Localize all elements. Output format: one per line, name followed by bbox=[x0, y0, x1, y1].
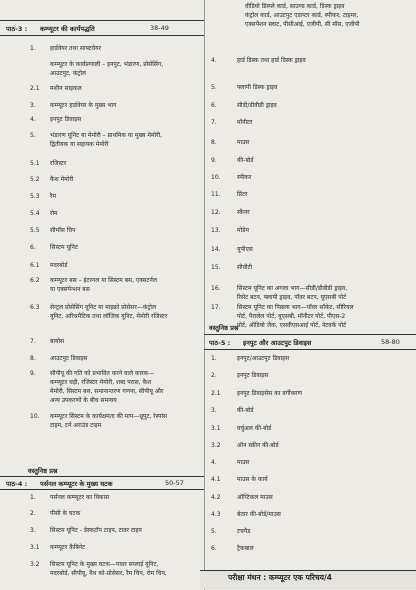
item-text: इनपुट डिवाइस bbox=[50, 116, 82, 123]
item-number: 13. bbox=[211, 227, 221, 234]
item-number: 5.2 bbox=[30, 176, 40, 183]
item-text: कम्प्यूटर सिस्टम के कार्यक्षमता की माप—थ्रूपुट, रेस्पांस टाइम, टर्न अराउंड टाइम bbox=[50, 413, 168, 429]
item-number: 5. bbox=[211, 84, 217, 91]
chapter-4-bottom-rule bbox=[0, 489, 204, 490]
item-number: 8. bbox=[30, 355, 36, 362]
chapter-4-pages: 50-57 bbox=[165, 479, 184, 487]
item-text: इनपुट डिवाइस bbox=[237, 372, 269, 379]
item-text: पर्सनल कम्प्यूटर का विकास bbox=[50, 494, 110, 501]
item-number: 3. bbox=[30, 527, 36, 534]
item-text: की-बोर्ड bbox=[237, 157, 254, 164]
item-text: पीसी के घटक bbox=[50, 510, 81, 517]
item-number: 7. bbox=[30, 338, 36, 345]
item-text: फ्लापी डिस्क ड्राइव bbox=[237, 84, 278, 91]
item-number: 16. bbox=[211, 285, 221, 292]
item-number: 6. bbox=[30, 244, 36, 251]
item-number: 8. bbox=[211, 139, 217, 146]
item-text: सिस्टम यूनिट bbox=[50, 244, 78, 251]
continued-line: कंट्रोल कार्ड, आउटपुट एडाप्टर कार्ड, स्पीकर, टाइमर, bbox=[245, 12, 359, 19]
item-text: सिस्टम यूनिट का पिछला भाग—पॉवर सॉकेट, सीरियल पोर्ट, पैरालेल पोर्ट, यूएसबी, मॉनीटर पोर्ट, पीएस-2 पोर्ट, ऑडियो जैक, एसवीएसआई पोर्ट, नेटवर्क पोर्ट bbox=[237, 304, 354, 329]
item-text: सीडी/डीवीडी ड्राइव bbox=[237, 102, 277, 109]
item-number: 4. bbox=[211, 459, 217, 466]
chapter-5-title: इनपुट और आउटपुट डिवाइस bbox=[243, 339, 312, 347]
item-number: 5.4 bbox=[30, 210, 40, 217]
item-text: माउस bbox=[237, 139, 250, 146]
item-text: स्पीकर bbox=[237, 174, 252, 181]
item-number: 5.5 bbox=[30, 227, 40, 234]
item-text: मशीन साइकल bbox=[50, 85, 82, 92]
item-text: सिस्टम यूनिट - डेस्कटॉप टाइप, टावर टाइप bbox=[50, 527, 142, 534]
item-number: 5. bbox=[30, 132, 36, 139]
item-number: 3. bbox=[211, 407, 217, 414]
item-number: 2. bbox=[30, 510, 36, 517]
objective-questions-left: वस्तुनिष्ठ प्रश्न bbox=[28, 467, 58, 475]
item-number: 2.1 bbox=[211, 390, 221, 397]
item-text: कम्प्यूटर कैबिनेट bbox=[50, 544, 86, 551]
item-text: प्रिंटर bbox=[237, 191, 248, 198]
chapter-5-pages: 58-80 bbox=[381, 338, 400, 346]
chapter-5-top-rule bbox=[204, 334, 416, 335]
chapter-4-top-rule bbox=[0, 476, 204, 477]
item-text: सिस्टम यूनिट के मुख्य घटक—पावर सप्लाई यूनिट, मदरबोर्ड, सीपीयू, मैथ को-प्रोसेसर, रैम चिप, रोम चिप, bbox=[50, 561, 167, 577]
item-number: 3.2 bbox=[211, 442, 221, 449]
item-text: मदरबोर्ड bbox=[50, 262, 68, 269]
item-number: 5.1 bbox=[30, 160, 40, 167]
item-number: 2.1 bbox=[30, 85, 40, 92]
item-text: ऑन स्क्रीन की-बोर्ड bbox=[237, 442, 279, 449]
item-text: आउटपुट डिवाइस bbox=[50, 355, 88, 362]
item-number: 6.3 bbox=[30, 304, 40, 311]
item-text: इनपुट डिवाइसेस का वर्गीकरण bbox=[237, 390, 302, 397]
item-number: 6.2 bbox=[30, 277, 40, 284]
item-text: रजिस्टर bbox=[50, 160, 67, 167]
item-text: टचपैड bbox=[237, 528, 251, 535]
item-number: 4.3 bbox=[211, 511, 221, 518]
item-number: 4. bbox=[211, 57, 217, 64]
chapter-3-pages: 38-49 bbox=[150, 24, 169, 32]
item-number: 3.1 bbox=[211, 425, 221, 432]
item-number: 2. bbox=[211, 372, 217, 379]
item-number: 6. bbox=[211, 545, 217, 552]
item-number: 9. bbox=[211, 157, 217, 164]
item-number: 5.3 bbox=[30, 193, 40, 200]
chapter-4-label: पाठ-4 : bbox=[6, 480, 28, 488]
chapter-3-label: पाठ-3 : bbox=[6, 25, 28, 33]
left-column bbox=[0, 0, 205, 590]
item-text: सीवीटी bbox=[237, 264, 253, 271]
item-number: 6. bbox=[211, 102, 217, 109]
item-text: कैश मेमोरी bbox=[50, 176, 74, 183]
item-text: माउस bbox=[237, 459, 250, 466]
item-text: स्कैनर bbox=[237, 209, 250, 216]
item-text: सीपीयू की गति को प्रभावित करने वाले कारक— कम्प्यूटर घड़ी, रजिस्टर मेमोरी, शब्द परास, कैश मेमोरी, सिस्टम बस, समानान्तरण गणना, सीपीयू और अन्य उपकरणों के बीच समन्वय bbox=[50, 370, 164, 404]
header-bottom-rule bbox=[0, 35, 204, 36]
footer-text: परीक्षा मंथन : कम्प्यूटर एक परिचय/4 bbox=[228, 573, 332, 582]
item-text: कम्प्यूटर के कार्यप्रणाली – इनपुट, भंडारण, प्रोसेसिंग, आउटपुट, कंट्रोल bbox=[50, 61, 164, 77]
item-text: रैम bbox=[50, 193, 57, 200]
item-number: 14. bbox=[211, 246, 221, 253]
right-column bbox=[205, 0, 416, 590]
item-text: इनपुट/आउटपुट डिवाइस bbox=[237, 355, 290, 362]
chapter-5-label: पाठ-5 : bbox=[209, 339, 231, 347]
item-text: माउस के कार्य bbox=[237, 476, 268, 483]
continued-line: वीडियो डिस्प्ले कार्ड, साउण्ड कार्ड, डिस्क ड्राइव bbox=[245, 3, 345, 10]
item-number: 9. bbox=[30, 370, 36, 377]
item-number: 4.2 bbox=[211, 494, 221, 501]
item-number: 10. bbox=[211, 174, 221, 181]
chapter-3-title: कम्प्यूटर की कार्यपद्धति bbox=[40, 25, 95, 33]
objective-questions-right: वस्तुनिष्ठ प्रश्न bbox=[209, 324, 239, 332]
item-number: 1. bbox=[30, 494, 36, 501]
item-text: बायोस bbox=[50, 338, 65, 345]
item-number: 3.2 bbox=[30, 561, 40, 568]
item-number: 5. bbox=[211, 528, 217, 535]
item-text: बेतार की-बोर्ड/माउस bbox=[237, 511, 281, 518]
item-number: 3.1 bbox=[30, 544, 40, 551]
header-top-rule bbox=[0, 20, 204, 21]
item-number: 3. bbox=[30, 102, 36, 109]
item-number: 6.1 bbox=[30, 262, 40, 269]
item-text: यूपीएस bbox=[237, 246, 253, 253]
item-number: 4.1 bbox=[211, 476, 221, 483]
item-text: वर्चुअल की-बोर्ड bbox=[237, 425, 272, 432]
item-text: रोम bbox=[50, 210, 58, 217]
item-text: कम्प्यूटर बस – इंटरनल या सिस्टम बस, एक्सटर्नल या एक्सपेन्शन बस bbox=[50, 277, 157, 293]
continued-line: एक्सपेंशन स्लाट, पीसीआई, एजीपी, सी मॉस, एजीपी bbox=[245, 21, 360, 28]
chapter-5-bottom-rule bbox=[204, 349, 416, 350]
item-text: मोडेम bbox=[237, 227, 249, 234]
item-number: 11. bbox=[211, 191, 221, 198]
item-number: 4. bbox=[30, 116, 36, 123]
item-text: सिस्टम यूनिट का अगला भाग—सीडी/डीवीडी ड्राइव, रिसेट बटन, फ्लापी ड्राइव, पॉवर बटन, यूएसबी पोर्ट bbox=[237, 285, 348, 301]
item-text: हार्ड डिस्क तथा हार्ड डिस्क ड्राइव bbox=[237, 57, 306, 64]
item-text: कम्प्यूटर हार्डवेयर के मुख्य भाग bbox=[50, 102, 117, 109]
item-text: की-बोर्ड bbox=[237, 407, 254, 414]
item-text: हार्डवेयर तथा साफ्टवेयर bbox=[50, 45, 102, 52]
item-number: 1. bbox=[30, 45, 36, 52]
item-number: 15. bbox=[211, 264, 221, 271]
item-number: 12. bbox=[211, 209, 221, 216]
item-text: भंडारण यूनिट या मेमोरी – प्राथमिक या मुख्य मेमोरी, द्वितीयक या सहायक मेमोरी bbox=[50, 132, 163, 148]
item-text: ऑप्टिकल माउस bbox=[237, 494, 273, 501]
item-text: मॉनीटर bbox=[237, 119, 253, 126]
item-number: 1. bbox=[211, 355, 217, 362]
item-text: सीमॉस चिप bbox=[50, 227, 76, 234]
item-number: 7. bbox=[211, 119, 217, 126]
item-text: सेन्ट्रल प्रोसेसिंग यूनिट या माइक्रो प्रोसेसर—कंट्रोल यूनिट, अरिथमैटिक तथा लॉजिक यूनिट, मेमोरी रजिस्टर bbox=[50, 304, 168, 320]
chapter-4-title: पर्सनल कम्प्यूटर के मुख्य घटक bbox=[40, 480, 113, 488]
item-number: 10. bbox=[30, 413, 40, 420]
item-text: ट्रैकबाल bbox=[237, 545, 254, 552]
item-number: 17. bbox=[211, 304, 221, 311]
